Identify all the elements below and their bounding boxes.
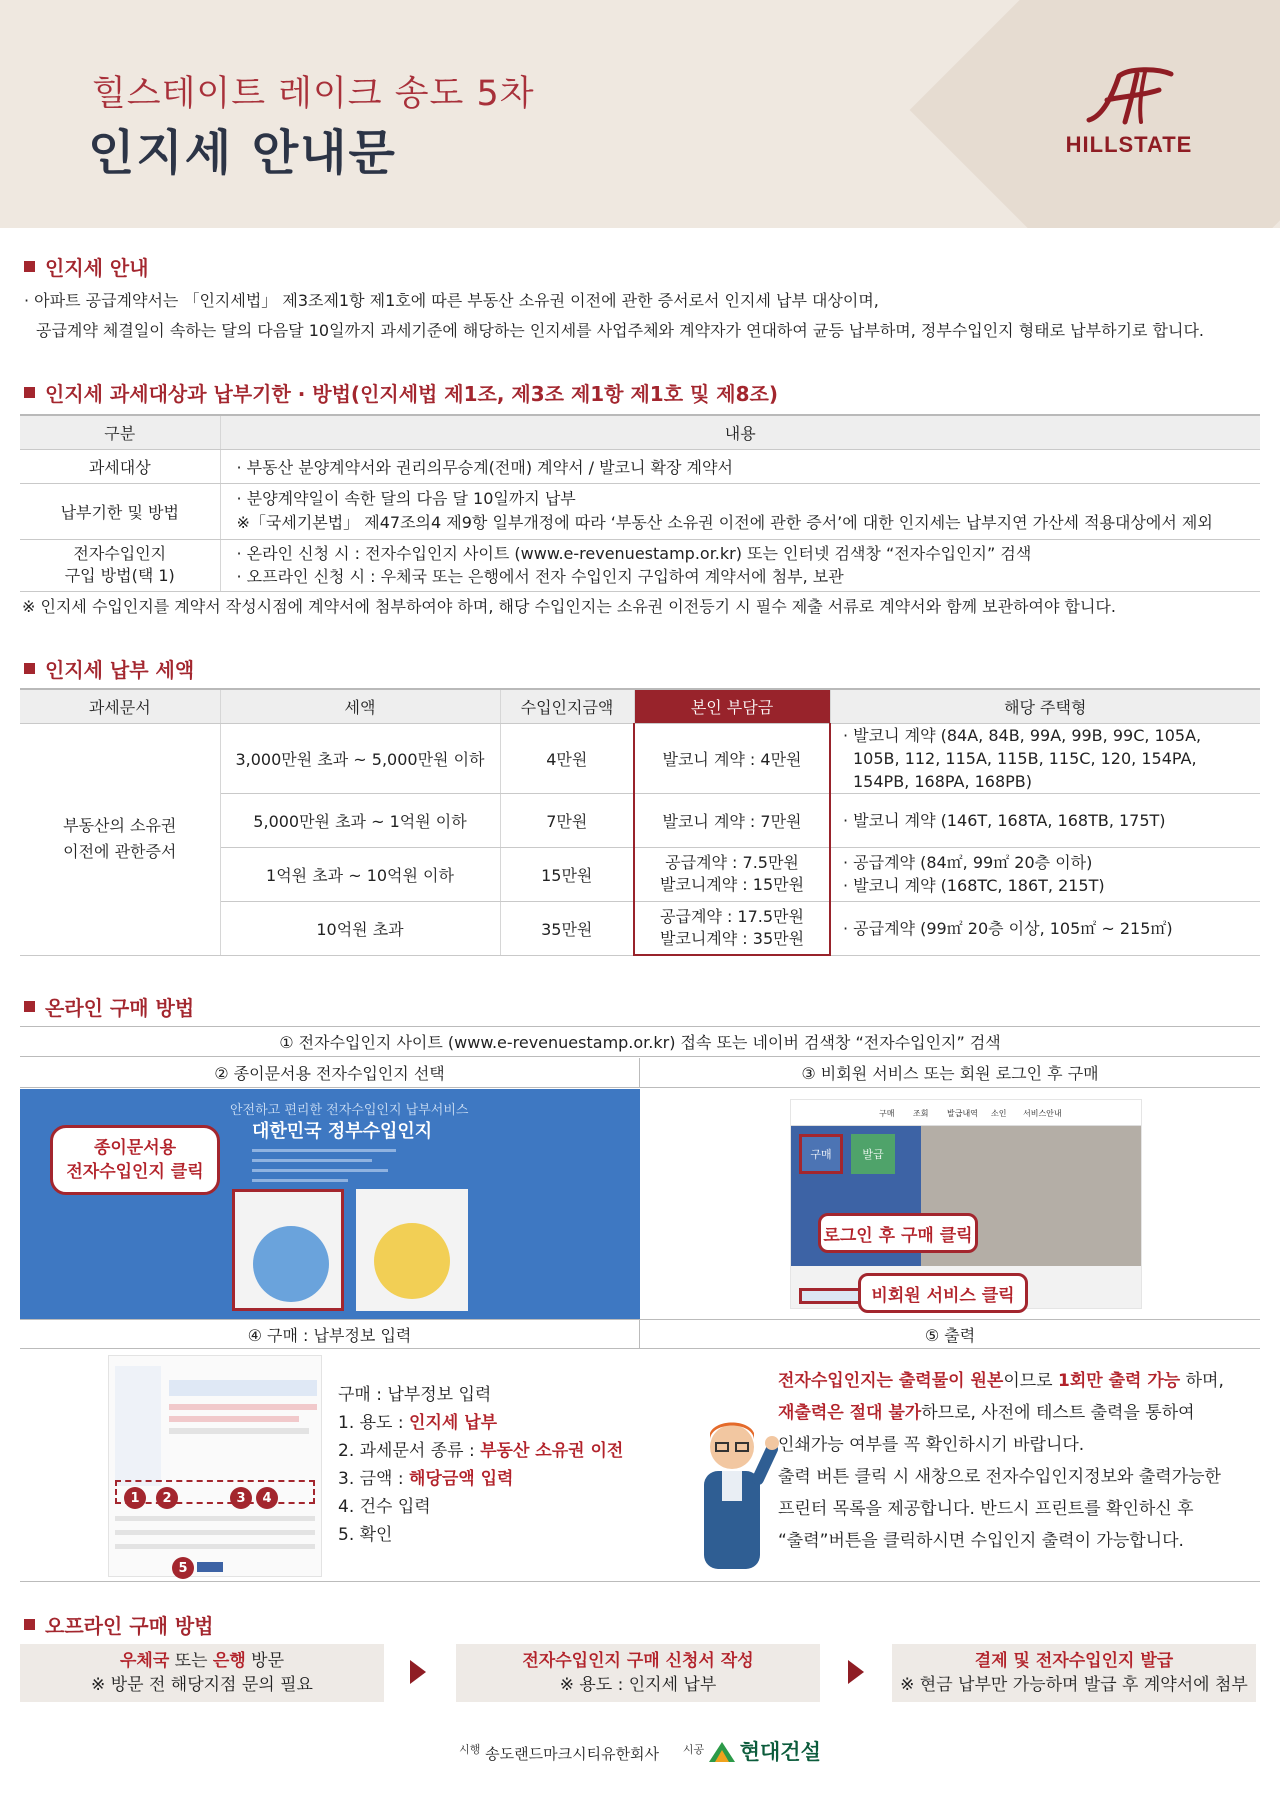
tax-amount-table (20, 688, 1260, 956)
bullet-square-icon (24, 387, 35, 398)
callout-guest: 비회원 서비스 클릭 (858, 1273, 1028, 1313)
col-house-type: 해당 주택형 (830, 689, 1260, 723)
bullet-square-icon (24, 1001, 35, 1012)
purchase-steps (338, 1381, 623, 1549)
paper-document-icon (253, 1226, 329, 1302)
house-line: 154PB, 168PA, 168PB) (853, 771, 1033, 791)
arrow-right-icon (848, 1660, 864, 1684)
house-cell (830, 723, 1260, 793)
hillstate-emblem-icon (1079, 66, 1179, 128)
content-line: · 분양계약일이 속한 달의 다음 달 10일까지 납부 (236, 489, 576, 508)
electronic-stamp-card[interactable] (356, 1189, 468, 1311)
executor-name: 송도랜드마크시티유한회사 (485, 1745, 660, 1763)
table-header-row (20, 689, 1260, 723)
col-document: 과세문서 (20, 689, 220, 723)
content-line: · 오프라인 신청 시 : 우체국 또는 은행에서 전자 수입인지 구입하여 계약서에 첨부, 보관 (236, 567, 844, 586)
print-line: “출력”버튼을 클릭하시면 수입인지 출력이 가능합니다. (778, 1531, 1184, 1551)
constructor-name: 현대건설 (739, 1740, 821, 1764)
step-5-bar: ⑤ 출력 (640, 1319, 1260, 1349)
burden-cell: 발코니 계약 : 7만원 (634, 793, 830, 847)
house-line: · 공급계약 (84㎡, 99㎡ 20층 이하) (843, 853, 1093, 872)
stamp-cell: 15만원 (500, 847, 634, 901)
bullet-square-icon (24, 663, 35, 674)
step-4-bar: ④ 구매 : 납부정보 입력 (20, 1319, 640, 1349)
marker-4: 4 (256, 1487, 278, 1509)
burden-cell (634, 847, 830, 901)
page-title: 인지세 안내문 (88, 125, 397, 181)
col-content: 내용 (220, 415, 1260, 449)
section-title: 오프라인 구매 방법 (45, 1614, 214, 1638)
offline-step-3 (892, 1644, 1256, 1702)
table-row (20, 539, 1260, 591)
box-note: ※ 용도 : 인지세 납부 (559, 1675, 717, 1695)
callout-paper-stamp: 종이문서용 전자수입인지 클릭 (50, 1125, 220, 1195)
shot-nav: 구매 조회 발급내역 소인 서비스안내 (791, 1100, 1142, 1126)
house-line: 105B, 112, 115A, 115B, 115C, 120, 154PA, (853, 748, 1197, 768)
step-3-bar: ③ 비회원 서비스 또는 회원 로그인 후 구매 (640, 1058, 1260, 1088)
online-purchase-panel (20, 1026, 1260, 1582)
hyundai-logo-icon (709, 1742, 735, 1762)
burden-line: 공급계약 : 7.5만원 (665, 853, 799, 872)
burden-line: 발코니계약 : 15만원 (659, 875, 805, 894)
section-heading-stamp-tax-info (24, 252, 149, 281)
col-stamp: 수입인지금액 (500, 689, 634, 723)
col-tax: 세액 (220, 689, 500, 723)
marker-1: 1 (124, 1487, 146, 1509)
logo-wordmark: HILLSTATE (1065, 132, 1193, 157)
hillstate-logo (1064, 66, 1194, 158)
purchase-item: 3. 금액 : 해당금액 입력 (338, 1469, 514, 1489)
table-row (20, 449, 1260, 483)
table-header-row (20, 415, 1260, 449)
offline-step-1: 우체국 또는 은행 방문 ※ 방문 전 해당지점 문의 필요 (20, 1644, 384, 1702)
section-title: 인지세 안내 (45, 256, 149, 280)
print-line: 전자수입인지는 출력물이 원본이므로 1회만 출력 가능 하며, (778, 1371, 1224, 1391)
house-line: · 발코니 계약 (168TC, 186T, 215T) (843, 876, 1105, 895)
burden-cell (634, 901, 830, 955)
burden-line: 공급계약 : 17.5만원 (660, 906, 804, 926)
arrow-right-icon (410, 1660, 426, 1684)
table-row (20, 723, 1260, 793)
bullet-square-icon (24, 1619, 35, 1630)
intro-paragraph (24, 286, 1204, 346)
purchase-item: 4. 건수 입력 (338, 1497, 431, 1517)
step-2-bar: ② 종이문서용 전자수입인지 선택 (20, 1058, 640, 1088)
box-title: 전자수입인지 구매 신청서 작성 (522, 1651, 754, 1671)
stamp-cell: 7만원 (500, 793, 634, 847)
house-cell (830, 847, 1260, 901)
row-content (220, 539, 1260, 591)
taxation-table (20, 414, 1260, 592)
section-heading-tax-amount (24, 654, 194, 683)
marker-5: 5 (172, 1557, 194, 1579)
box-note: ※ 현금 납부만 가능하며 발급 후 계약서에 첨부 (900, 1675, 1248, 1695)
row-category: 납부기한 및 방법 (20, 483, 220, 539)
tax-cell: 3,000만원 초과 ~ 5,000만원 이하 (220, 723, 500, 793)
col-category: 구분 (20, 415, 220, 449)
section-heading-online (24, 992, 194, 1021)
house-cell: · 발코니 계약 (146T, 168TA, 168TB, 175T) (830, 793, 1260, 847)
paper-stamp-card[interactable] (232, 1189, 344, 1311)
box-note: ※ 방문 전 해당지점 문의 필요 (91, 1675, 313, 1695)
shot-caption: 안전하고 편리한 전자수입인지 납부서비스 (230, 1103, 469, 1118)
step-2-screenshot (20, 1089, 640, 1319)
executor-label: 시행 (459, 1743, 481, 1756)
guide-person-illustration (682, 1409, 782, 1569)
document-cell (20, 723, 220, 955)
category-line: 전자수입인지 (73, 544, 167, 563)
print-line: 프린터 목록을 제공합니다. 반드시 프린트를 확인하신 후 (778, 1499, 1194, 1519)
row-content (220, 483, 1260, 539)
step-1-bar: ① 전자수입인지 사이트 (www.e-revenuestamp.or.kr) 접속 또는 네이버 검색창 “전자수입인지” 검색 (20, 1027, 1260, 1057)
category-line: 구입 방법(택 1) (64, 566, 175, 585)
section-heading-offline (24, 1610, 214, 1639)
marker-2: 2 (156, 1487, 178, 1509)
constructor-label: 시공 (682, 1743, 705, 1756)
print-line: 출력 버튼 클릭 시 새창으로 전자수입인지정보와 출력가능한 (778, 1467, 1221, 1487)
house-cell: · 공급계약 (99㎡ 20층 이상, 105㎡ ~ 215㎡) (830, 901, 1260, 955)
confirm-button[interactable] (197, 1562, 223, 1572)
purchase-item: 1. 용도 : 인지세 납부 (338, 1413, 498, 1433)
shot-sidebar (115, 1366, 161, 1486)
tax-cell: 1억원 초과 ~ 10억원 이하 (220, 847, 500, 901)
stamp-cell: 35만원 (500, 901, 634, 955)
row-content: · 부동산 분양계약서와 권리의무승계(전매) 계약서 / 발코니 확장 계약서 (220, 449, 1260, 483)
footer (0, 1736, 1280, 1766)
document-line: 부동산의 소유권 (63, 816, 177, 835)
callout-login: 로그인 후 구매 클릭 (818, 1213, 978, 1253)
print-instructions (778, 1365, 1224, 1557)
row-category (20, 539, 220, 591)
section-title: 인지세 과세대상과 납부기한 · 방법(인지세법 제1조, 제3조 제1항 제1호 및 제8조) (45, 382, 778, 406)
section-title: 인지세 납부 세액 (45, 658, 195, 682)
print-line: 인쇄가능 여부를 꼭 확인하시기 바랍니다. (778, 1435, 1085, 1455)
offline-step-2 (456, 1644, 820, 1702)
attachment-note: ※ 인지세 수입인지를 계약서 작성시점에 계약서에 첨부하여야 하며, 해당 수입인지는 소유권 이전등기 시 필수 제출 서류로 계약서와 함께 보관하여야 합니다. (22, 597, 1116, 616)
box-title: 결제 및 전자수입인지 발급 (974, 1651, 1174, 1671)
section-heading-taxation (24, 378, 778, 407)
project-name: 힐스테이트 레이크 송도 5차 (92, 74, 535, 114)
house-line: · 발코니 계약 (84A, 84B, 99A, 99B, 99C, 105A, (843, 725, 1202, 745)
content-line: ※「국세기본법」 제47조의4 제9항 일부개정에 따라 ‘부동산 소유권 이전에 관한 증서’에 대한 인지세는 납부지연 가산세 적용대상에서 제외 (236, 513, 1213, 532)
intro-line-2: 공급계약 체결일이 속하는 달의 다음달 10일까지 과세기준에 해당하는 인지세를 사업주체와 계약자가 연대하여 균등 납부하며, 정부수입인지 형태로 납부하기로 합니다. (36, 321, 1205, 340)
stamp-cell: 4만원 (500, 723, 634, 793)
purchase-tile[interactable]: 구매 (799, 1134, 843, 1174)
col-burden: 본인 부담금 (634, 689, 830, 723)
electronic-document-icon (374, 1223, 450, 1299)
header-banner (0, 0, 1280, 228)
print-line: 재출력은 절대 불가하므로, 사전에 테스트 출력을 통하여 (778, 1403, 1195, 1423)
table-row (20, 483, 1260, 539)
purchase-item: 5. 확인 (338, 1525, 393, 1545)
shot-progress (169, 1380, 317, 1396)
shot-text-lines (252, 1149, 412, 1189)
bullet-square-icon (24, 261, 35, 272)
tax-cell: 5,000만원 초과 ~ 1억원 이하 (220, 793, 500, 847)
section-title: 온라인 구매 방법 (45, 996, 195, 1020)
document-line: 이전에 관한증서 (63, 842, 177, 861)
tax-cell: 10억원 초과 (220, 901, 500, 955)
burden-cell: 발코니 계약 : 4만원 (634, 723, 830, 793)
marker-3: 3 (230, 1487, 252, 1509)
purchase-item: 2. 과세문서 종류 : 부동산 소유권 이전 (338, 1441, 624, 1461)
purchase-title: 구매 : 납부정보 입력 (338, 1385, 492, 1405)
burden-line: 발코니계약 : 35만원 (659, 928, 805, 948)
step-4-screenshot (108, 1355, 322, 1577)
content-line: · 온라인 신청 시 : 전자수입인지 사이트 (www.e-revenuestamp.or.kr) 또는 인터넷 검색창 “전자수입인지” 검색 (236, 544, 1032, 563)
intro-line-1: · 아파트 공급계약서는 「인지세법」 제3조제1항 제1호에 따른 부동산 소유권 이전에 관한 증서로서 인지세 납부 대상이며, (24, 291, 879, 310)
row-category: 과세대상 (20, 449, 220, 483)
shot-title: 대한민국 정부수입인지 (252, 1121, 433, 1142)
issue-tile[interactable]: 발급 (851, 1134, 895, 1174)
